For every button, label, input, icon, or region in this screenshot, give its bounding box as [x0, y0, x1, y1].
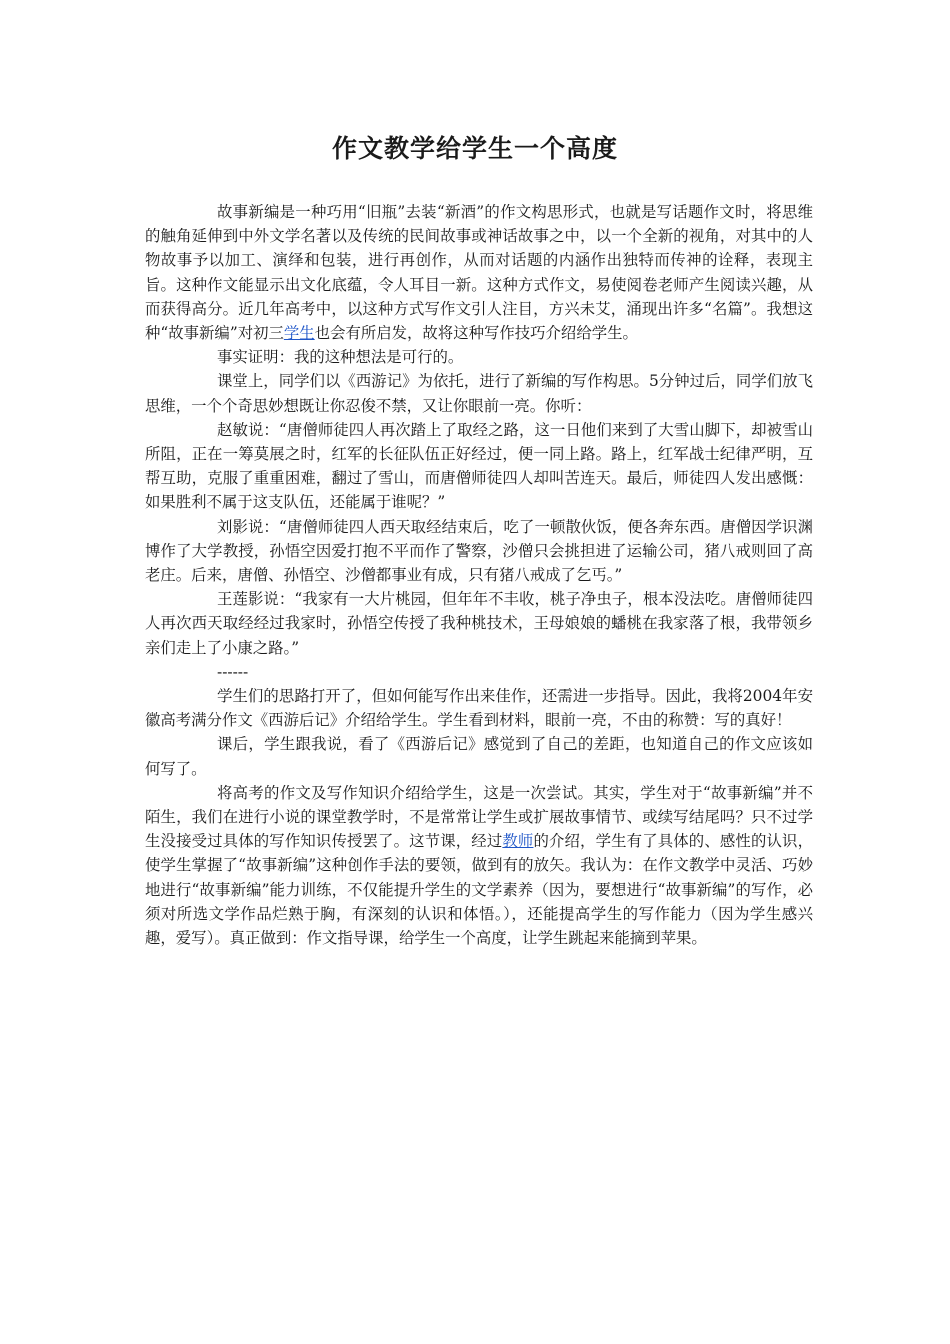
paragraph: 学生们的思路打开了，但如何能写作出来佳作，还需进一步指导。因此，我将2004年安徽高考满分作文《西游后记》介绍给学生。学生看到材料，眼前一亮，不由的称赞：写的真好！: [145, 687, 813, 730]
paragraph: 王莲影说：“我家有一大片桃园，但年年不丰收，桃子净虫子，根本没法吃。唐僧师徒四人再次西天取经经过我家时，孙悟空传授了我种桃技术，王母娘娘的蟠桃在我家落了根，我带领乡亲们走上了小康之路。”: [145, 590, 813, 657]
separator-line: ------: [217, 662, 249, 681]
document-title: 作文教学给学生一个高度: [331, 134, 618, 163]
paragraph-text: 也会有所启发，故将这种写作技巧介绍给学生。: [314, 324, 638, 343]
paragraph: 赵敏说：“唐僧师徒四人再次踏上了取经之路，这一日他们来到了大雪山脚下，却被雪山所阻，正在一筹莫展之时，红军的长征队伍正好经过，便一同上路。路上，红军战士纪律严明，互帮互助，克服了重重困难，翻过了雪山，而唐僧师徒四人却叫苦连天。最后，师徒四人发出感慨：如果胜利不属于这支队伍，还能属于谁呢？”: [145, 420, 813, 512]
paragraph-text: 将高考的作文及写作知识介绍给学生，这是一次尝试。其实，学生对于“故事新编”并不陌生，我们在进行小说的课堂教学时，不是常常让学生或扩展故事情节、或续写结尾吗？只不过学生没接受过具体的写作知识传授罢了。这节课，经过: [145, 783, 813, 851]
teacher-link[interactable]: 教师: [502, 832, 534, 851]
paragraph: 刘影说：“唐僧师徒四人西天取经结束后，吃了一顿散伙饭，便各奔东西。唐僧因学识渊博作了大学教授，孙悟空因爱打抱不平而作了警察，沙僧只会挑担进了运输公司，猪八戒则回了高老庄。后来，唐僧、孙悟空、沙僧都事业有成，只有猪八戒成了乞丐。”: [145, 517, 813, 585]
paragraph-intro: [145, 200, 813, 345]
document-body: [145, 200, 813, 950]
paragraph-text: 故事新编是一种巧用“旧瓶”去装“新酒”的作文构思形式，也就是写话题作文时，将思维的触角延伸到中外文学名著以及传统的民间故事或神话故事之中，以一个全新的视角，对其中的人物故事予以加工、演绎和包装，进行再创作，从而对话题的内涵作出独特而传神的诠释，表现主旨。这种作文能显示出文化底蕴，令人耳目一新。这种方式作文，易使阅卷老师产生阅读兴趣，从而获得高分。近几年高考中，以这种方式写作文引人注目，方兴未艾，涌现出许多“名篇”。我想这种“故事新编”对初三: [145, 203, 813, 343]
paragraph-conclusion: [145, 781, 813, 950]
paragraph: 课堂上，同学们以《西游记》为依托，进行了新编的写作构思。5分钟过后，同学们放飞思维，一个个奇思妙想既让你忍俊不禁，又让你眼前一亮。你听：: [145, 372, 813, 415]
paragraph-text: 的介绍，学生有了具体的、感性的认识，使学生掌握了“故事新编”这种创作手法的要领，做到有的放矢。我认为：在作文教学中灵活、巧妙地进行“故事新编”能力训练，不仅能提升学生的文学素养（因为，要想进行“故事新编”的写作，必须对所选文学作品烂熟于胸，有深刻的认识和体悟。），还能提高学生的写作能力（因为学生感兴趣，爱写）。真正做到：作文指导课，给学生一个高度，让学生跳起来能摘到苹果。: [145, 832, 813, 948]
paragraph: 课后，学生跟我说，看了《西游后记》感觉到了自己的差距，也知道自己的作文应该如何写了。: [145, 735, 813, 778]
student-link[interactable]: 学生: [283, 324, 315, 343]
paragraph: 事实证明：我的这种想法是可行的。: [217, 348, 464, 367]
